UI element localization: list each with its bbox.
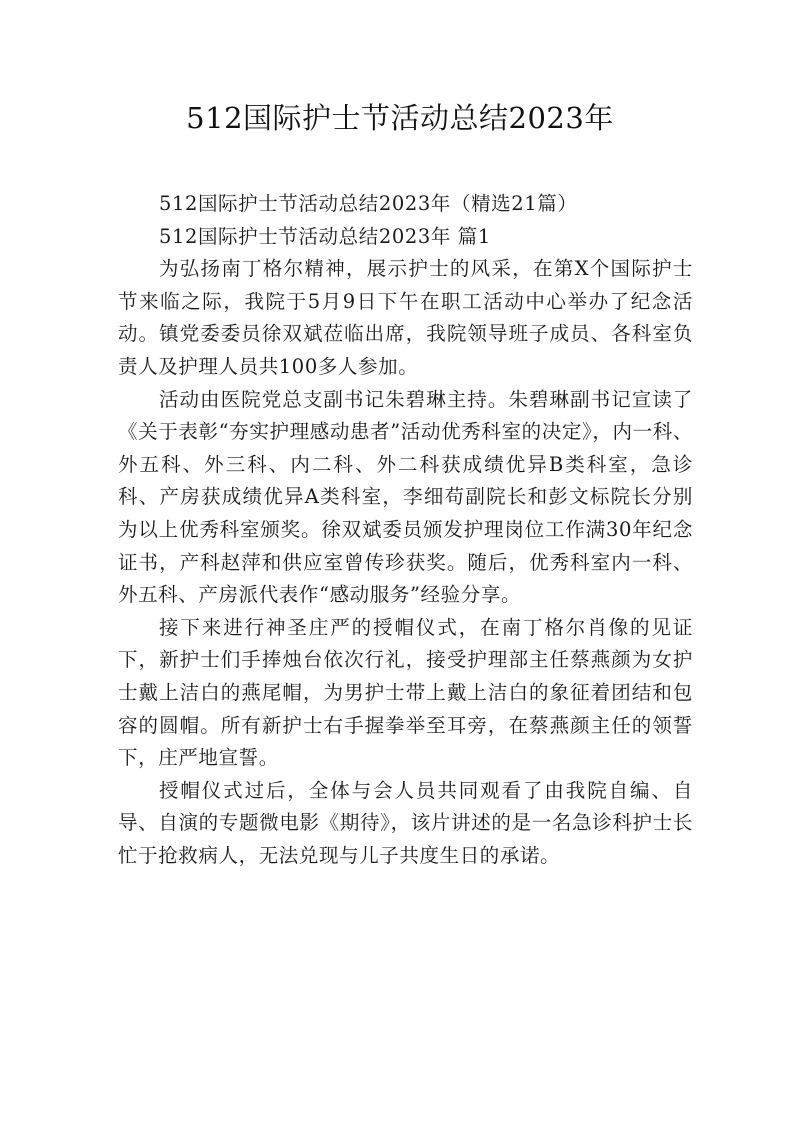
document-title: 512国际护士节活动总结2023年 xyxy=(186,101,614,135)
paragraph: 活动由医院党总支副书记朱碧琳主持。朱碧琳副书记宣读了《关于表彰“夯实护理感动患者”活动优秀科室的决定》，内一科、外五科、外三科、内二科、外二科获成绩优异B类科室，急诊科、产房获成绩优异A类科室，李细苟副院长和彭文标院长分别为以上优秀科室颁奖。徐双斌委员颁发护理岗位工作满30年纪念证书，产科赵萍和供应室曾传珍获奖。随后，优秀科室内一科、外五科、产房派代表作“感动服务”经验分享。 xyxy=(118,387,693,607)
document-subtitle: 512国际护士节活动总结2023年（精选21篇） xyxy=(158,192,578,215)
section-heading: 512国际护士节活动总结2023年 篇1 xyxy=(158,224,491,248)
paragraph: 为弘扬南丁格尔精神，展示护士的风采，在第X个国际护士节来临之际，我院于5月9日下午在职工活动中心举办了纪念活动。镇党委委员徐双斌莅临出席，我院领导班子成员、各科室负责人及护理人员共100多人参加。 xyxy=(118,257,693,378)
paragraph: 接下来进行神圣庄严的授帽仪式，在南丁格尔肖像的见证下，新护士们手捧烛台依次行礼，接受护理部主任蔡燕颜为女护士戴上洁白的燕尾帽，为男护士带上戴上洁白的象征着团结和包容的圆帽。所有新护士右手握拳举至耳旁，在蔡燕颜主任的领誓下，庄严地宣誓。 xyxy=(118,615,693,770)
paragraph: 授帽仪式过后，全体与会人员共同观看了由我院自编、自导、自演的专题微电影《期待》，该片讲述的是一名急诊科护士长忙于抢救病人，无法兑现与儿子共度生日的承诺。 xyxy=(118,778,693,867)
document-body xyxy=(118,188,693,872)
